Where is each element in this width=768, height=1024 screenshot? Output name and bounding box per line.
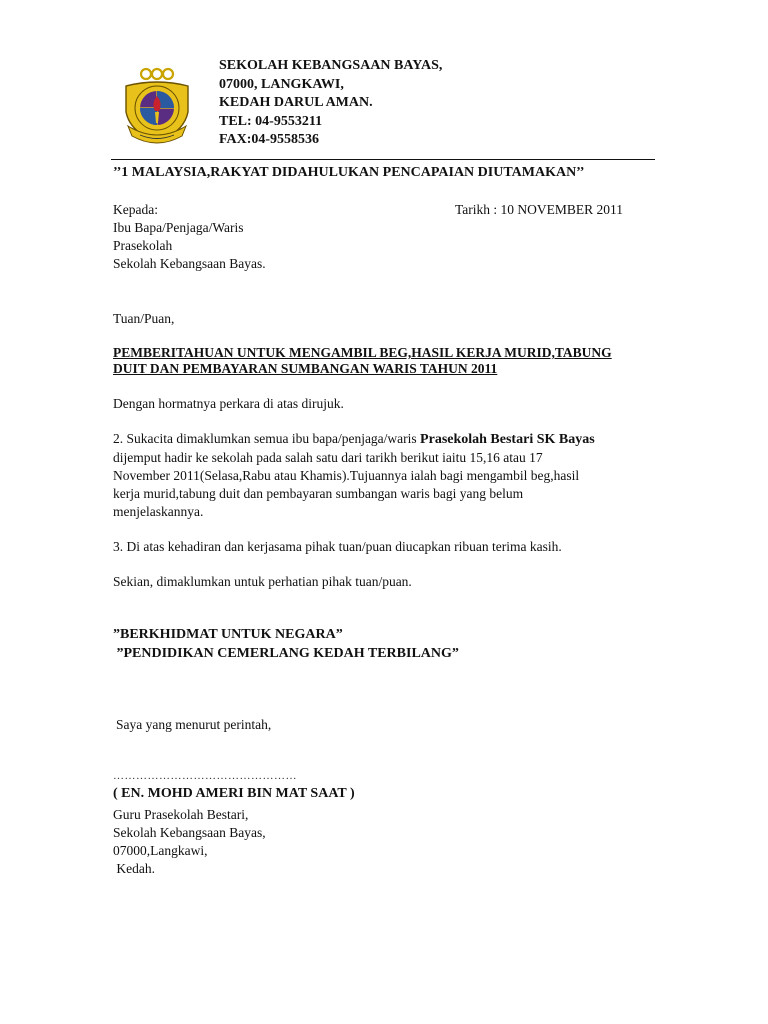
paragraph-2-line: dijemput hadir ke sekolah pada salah satu dari tarikh berikut iaitu 15,16 atau 17 [113,450,543,465]
school-postcode-city: 07000, LANGKAWI, [219,76,344,92]
sign-off: Saya yang menurut perintah, [116,717,272,732]
paragraph-2-first-line [113,430,595,449]
signatory-line: Sekolah Kebangsaan Bayas, [113,825,266,840]
signatory-details [113,806,266,878]
letter-date: Tarikh : 10 NOVEMBER 2011 [455,202,624,217]
paragraph-3: 3. Di atas kehadiran dan kerjasama pihak tuan/puan diucapkan ribuan terima kasih. [113,539,562,554]
addressee-line: Ibu Bapa/Penjaga/Waris [113,220,244,235]
addressee-line: Kepada: [113,202,158,217]
signatory-name: ( EN. MOHD AMERI BIN MAT SAAT ) [113,786,355,801]
school-fax: FAX:04-9558536 [219,132,320,147]
subject-line: DUIT DAN PEMBAYARAN SUMBANGAN WARIS TAHUN 2011 [113,361,498,376]
signatory-line: Kedah. [113,861,155,876]
school-letterhead [219,57,442,150]
school-state: KEDAH DARUL AMAN. [219,95,373,110]
school-tel: TEL: 04-9553211 [219,113,323,129]
addressee-block [113,201,266,273]
school-name: SEKOLAH KEBANGSAAN BAYAS, [219,58,443,73]
signatory-line: 07000,Langkawi, [113,843,208,858]
signatory-line: Guru Prasekolah Bestari, [113,807,249,822]
paragraph-2 [113,430,595,521]
letter-subject [113,345,612,377]
paragraph-2-line: kerja murid,tabung duit dan pembayaran sumbangan waris bagi yang belum [113,486,524,501]
national-motto: ’’1 MALAYSIA,RAKYAT DIDAHULUKAN PENCAPAIAN DIUTAMAKAN’’ [113,165,585,180]
paragraph-2-lead: 2. Sukacita dimaklumkan semua ibu bapa/penjaga/waris [113,431,421,446]
subject-line: PEMBERITAHUAN UNTUK MENGAMBIL BEG,HASIL KERJA MURID,TABUNG [113,345,612,360]
addressee-line: Prasekolah [113,238,173,253]
program-name: Prasekolah Bestari SK Bayas [420,432,595,447]
salutation: Tuan/Puan, [113,311,175,326]
paragraph-2-line: November 2011(Selasa,Rabu atau Khamis).Tujuannya ialah bagi mengambil beg,hasil [113,468,580,483]
slogan-line: ”BERKHIDMAT UNTUK NEGARA” [113,627,343,642]
school-crest-logo [118,66,196,148]
closing-paragraph: Sekian, dimaklumkan untuk perhatian pihak tuan/puan. [113,574,412,589]
signature-dotted-line: ………………………………………… [113,770,297,782]
slogan-line: ”PENDIDIKAN CEMERLANG KEDAH TERBILANG” [113,645,459,661]
addressee-line: Sekolah Kebangsaan Bayas. [113,256,266,271]
opening-paragraph: Dengan hormatnya perkara di atas dirujuk. [113,396,344,411]
header-divider [111,159,655,160]
slogans [113,626,459,663]
paragraph-2-line: menjelaskannya. [113,504,204,519]
